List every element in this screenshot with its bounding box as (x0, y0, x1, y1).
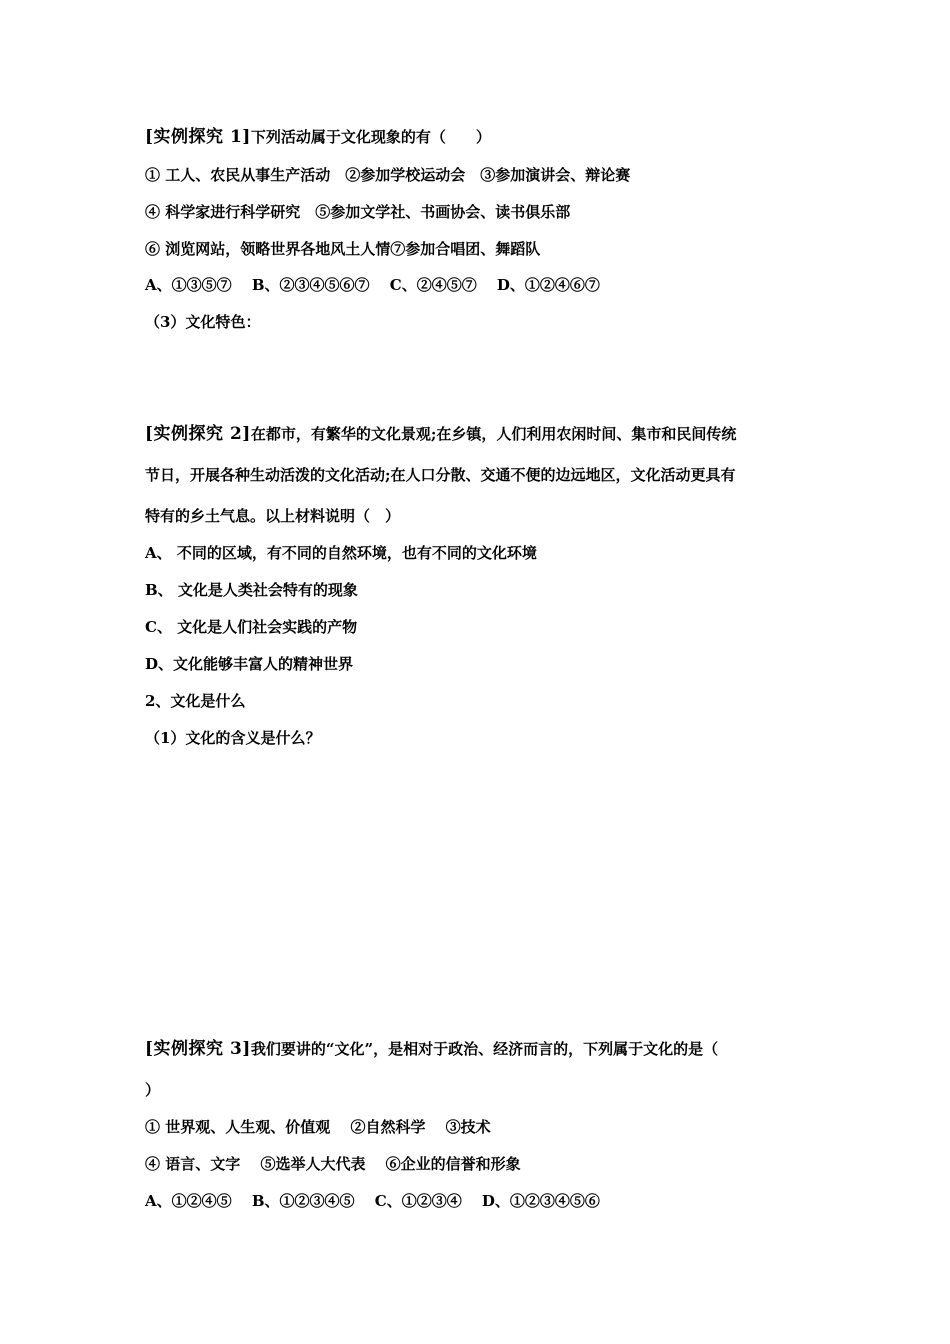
section-3-heading: （3）文化特色： (145, 313, 261, 331)
example-1-question-text: 下列活动属于文化现象的有（ ） (250, 128, 491, 146)
example-2-question-line-3: 特有的乡土气息。以上材料说明（ ） (145, 507, 401, 525)
example-3-items-line-2: ④ 语言、文字 ⑤选举人大代表 ⑥企业的信誉和形象 (145, 1155, 521, 1173)
example-3-options: A、①②④⑤ B、①②③④⑤ C、①②③④ D、①②③④⑤⑥ (145, 1192, 600, 1210)
example-1-items-line-3: ⑥ 浏览网站，领略世界各地风土人情⑦参加合唱团、舞蹈队 (145, 240, 541, 258)
example-2-option-b: B、 文化是人类社会特有的现象 (145, 581, 358, 599)
example-1-question (145, 126, 491, 148)
example-2-tag: [实例探究 2] (145, 424, 251, 444)
example-2-option-c: C、 文化是人们社会实践的产物 (145, 618, 358, 636)
example-2-question-text-1: 在都市，有繁华的文化景观;在乡镇，人们利用农闲时间、集市和民间传统 (250, 425, 737, 443)
example-1-items-line-1: ① 工人、农民从事生产活动 ②参加学校运动会 ③参加演讲会、辩论赛 (145, 166, 631, 184)
example-2-option-a: A、 不同的区域，有不同的自然环境，也有不同的文化环境 (145, 544, 537, 562)
example-2-question-line-2: 节日，开展各种生动活泼的文化活动;在人口分散、交通不便的边远地区，文化活动更具有 (145, 466, 736, 484)
example-3-question-text-1: 我们要讲的“文化”，是相对于政治、经济而言的，下列属于文化的是（ (250, 1040, 719, 1058)
example-2-option-d: D、文化能够丰富人的精神世界 (145, 655, 354, 673)
example-1-options: A、①③⑤⑦ B、②③④⑤⑥⑦ C、②④⑤⑦ D、①②④⑥⑦ (145, 276, 600, 294)
example-1-items-line-2: ④ 科学家进行科学研究 ⑤参加文学社、书画协会、读书俱乐部 (145, 203, 571, 221)
example-3-question-line-2: ） (145, 1081, 161, 1099)
example-3-items-line-1: ① 世界观、人生观、价值观 ②自然科学 ③技术 (145, 1118, 491, 1136)
section-2-subheading: （1）文化的含义是什么？ (145, 729, 321, 747)
section-2-heading: 2、文化是什么 (145, 692, 246, 710)
example-3-question-line-1 (145, 1038, 718, 1060)
example-3-tag: [实例探究 3] (145, 1039, 251, 1059)
example-2-question-line-1 (145, 423, 736, 445)
example-1-tag: [实例探究 1] (145, 127, 251, 147)
